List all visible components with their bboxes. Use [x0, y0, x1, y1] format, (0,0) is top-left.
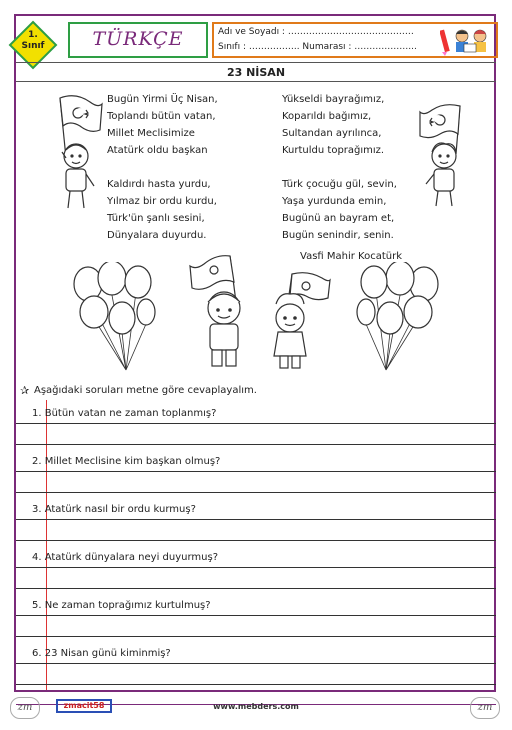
- question-3: 3. Atatürk nasıl bir ordu kurmuş?: [32, 504, 196, 515]
- answer-line[interactable]: [16, 588, 496, 589]
- poem-right-stanza-2: [282, 176, 397, 244]
- answer-line[interactable]: [16, 615, 496, 616]
- poem-left-stanza-1: [107, 91, 218, 159]
- title-divider: [16, 81, 496, 82]
- questions-instruction: Aşağıdaki soruları metne göre cevaplayalım.: [34, 385, 257, 396]
- site-link[interactable]: www.mebders.com: [213, 702, 299, 711]
- poem-line: Yaşa yurdunda emin,: [282, 196, 387, 207]
- question-5: 5. Ne zaman toprağımız kurtulmuş?: [32, 600, 211, 611]
- child-with-flag-left-icon: [40, 92, 106, 212]
- answer-line[interactable]: [16, 423, 496, 424]
- grade-number: 1.: [28, 30, 38, 40]
- poem-title: 23 NİSAN: [226, 66, 286, 79]
- kids-reading-icon: [440, 24, 494, 56]
- poem-right-stanza-1: [282, 91, 384, 159]
- header-divider: [16, 62, 496, 63]
- answer-line[interactable]: [16, 471, 496, 472]
- name-field[interactable]: Adı ve Soyadı : ……………………………………: [218, 27, 414, 37]
- child-with-flag-right-icon: [414, 104, 480, 208]
- grade-label: Sınıf: [21, 41, 45, 51]
- poem-line: Bugünü an bayram et,: [282, 213, 395, 224]
- page-title: TÜRKÇE: [92, 28, 184, 50]
- poem-line: Atatürk oldu başkan: [107, 145, 208, 156]
- balloons-right-icon: [356, 262, 446, 372]
- poem-left-stanza-2: [107, 176, 217, 244]
- poem-line: Sultandan ayrılınca,: [282, 128, 382, 139]
- grade-badge-text: [8, 30, 58, 52]
- poem-line: Dünyalara duyurdu.: [107, 230, 207, 241]
- answer-line[interactable]: [16, 492, 496, 493]
- poem-author: Vasfi Mahir Kocatürk: [300, 251, 403, 262]
- poem-line: Bugün Yirmi Üç Nisan,: [107, 94, 218, 105]
- poem-line: Millet Meclisimize: [107, 128, 195, 139]
- answer-line[interactable]: [16, 684, 496, 685]
- poem-line: Koparıldı bağımız,: [282, 111, 372, 122]
- answer-line[interactable]: [16, 444, 496, 445]
- poem-line: Bugün senindir, senin.: [282, 230, 394, 241]
- question-2: 2. Millet Meclisine kim başkan olmuş?: [32, 456, 221, 467]
- author-tag: zmacit58: [56, 699, 112, 713]
- logo-left: zm: [10, 697, 40, 719]
- class-number-field[interactable]: Sınıfı : …………….. Numarası : ………………...: [218, 42, 417, 52]
- answer-line[interactable]: [16, 663, 496, 664]
- answer-line[interactable]: [16, 567, 496, 568]
- question-1: 1. Bütün vatan ne zaman toplanmış?: [32, 408, 217, 419]
- question-6: 6. 23 Nisan günü kiminmiş?: [32, 648, 171, 659]
- answer-line[interactable]: [16, 636, 496, 637]
- poem-line: Türk çocuğu gül, sevin,: [282, 179, 397, 190]
- answer-line[interactable]: [16, 519, 496, 520]
- poem-line: Kaldırdı hasta yurdu,: [107, 179, 211, 190]
- poem-line: Toplandı bütün vatan,: [107, 111, 216, 122]
- poem-line: Kurtuldu toprağımız.: [282, 145, 385, 156]
- answer-line[interactable]: [16, 540, 496, 541]
- poem-line: Yılmaz bir ordu kurdu,: [107, 196, 217, 207]
- logo-right: zm: [470, 697, 500, 719]
- poem-line: Yükseldi bayrağımız,: [282, 94, 385, 105]
- star-icon: ✰: [20, 384, 30, 397]
- children-with-flags-center-icon: [186, 252, 332, 374]
- question-4: 4. Atatürk dünyalara neyi duyurmuş?: [32, 552, 219, 563]
- balloons-left-icon: [66, 262, 156, 372]
- poem-line: Türk'ün şanlı sesini,: [107, 213, 205, 224]
